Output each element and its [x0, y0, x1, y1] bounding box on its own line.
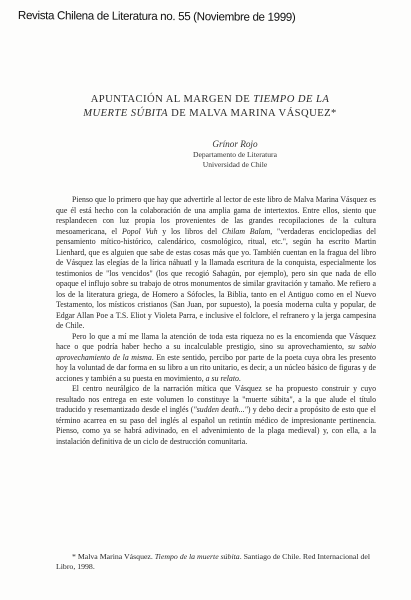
article-body: [56, 195, 376, 447]
paragraph-italic: su sabio aprovechamiento de la misma: [56, 342, 376, 362]
footnote-text: [56, 552, 374, 573]
paragraph-text: Pero lo que a mí me llama la atención de toda esta riqueza no es la encomienda que Vásquez hace o que podría haber hecho a su incalculable prestigio, sino su aprovechamiento,: [56, 331, 376, 351]
title-italic-text: TIEMPO DE LA: [253, 94, 330, 105]
footnote-publication: . Santiago de Chile. Red Internacional del Libro, 1998.: [56, 552, 371, 572]
author-name: Grínor Rojo: [212, 139, 258, 149]
author-university: Universidad de Chile: [202, 159, 268, 169]
paragraph-text: ) y debo decir a propósito de esto que el término acarrea en su paso del inglés al español un retintín médico de impresionante pertinencia. Pienso, como ya se habrá adivinado, en el advenimiento de la plaga medieval) y, con ella, a la instalación definitiva de un ciclo de destrucción comunitaria.: [56, 405, 376, 446]
paragraph-text: Pienso que lo primero que hay que advertirle al lector de este libro de Malva Marina Vásquez es que él está hecho con la colaboración de una amplia gama de intertextos. Entre ellos, siento que resplandecen con luz propia los provenientes de las grandes recopilaciones de la cultura mesoamericana, el: [56, 195, 376, 236]
footnote: [56, 552, 374, 573]
paragraph-text: y los libros del: [157, 226, 222, 236]
title-text: DE MALVA MARINA VÁSQUEZ*: [168, 107, 337, 119]
paragraph-2: [56, 332, 376, 385]
paragraph-italic: a su relato: [205, 373, 239, 383]
paragraph-text: , "verdaderas enciclopedias del pensamiento mítico-histórico, calendárico, cosmológico, ritual, etc.", según ha escrito Martin Lienhard, que es alguien que sabe de estas cosas más que yo. También cuentan en la fragua del libro de Vásquez las elegías de la lírica náhuatl y la llamada escritura de la conquista, especialmente los testimonios de "los vencidos" (los que recogió Sahagún, por ejemplo), pero sin que nada de ello opaque el influjo sobre su trabajo de otros monumentos de similar gravitación y tamaño. Me refiero a los de la literatura griega, de Homero a Sófocles, la Biblia, tanto en el Antiguo como en el Nuevo Testamento, los místicos cristianos (San Juan, por supuesto), la poesía moderna culta y popular, de Edgar Allan Poe a T.S. Eliot y Violeta Parra, e inclusive el folclore, el refranero y la jerga campesina de Chile.: [56, 226, 376, 330]
paragraph-text: El centro neurálgico de la narración mítica que Vásquez se ha propuesto construir y cuyo resultado nos entrega en este volumen lo constituye la "muerte súbita", a la que alude el título traducido y resemantizado desde el inglés (: [56, 384, 376, 414]
paragraph-3: [56, 384, 376, 447]
title-text: APUNTACIÓN AL MARGEN DE: [90, 94, 254, 105]
title-italic-text: MUERTE SÚBITA: [83, 107, 168, 119]
author-block: [160, 139, 310, 169]
journal-stamp: Revista Chilena de Literatura no. 55 (Noviembre de 1999): [17, 9, 296, 24]
footnote-marker-text: * Malva Marina Vásquez.: [72, 552, 155, 561]
footnote-book-title: Tiempo de la muerte súbita: [154, 552, 240, 561]
paragraph-italic: "sudden death...": [193, 405, 248, 414]
author-department: Departamento de Literatura: [193, 150, 277, 159]
paragraph-text: .: [238, 373, 241, 383]
paragraph-italic: Popol Vuh: [121, 226, 158, 236]
paragraph-italic: Chilam Balam: [221, 226, 271, 236]
paragraph-text: . En este sentido, percibo por parte de la poeta cuya obra les presento hoy la voluntad de dar forma en su libro a un rito unitario, es decir, a un núcleo básico de figuras y de acciones y también a su puesta en movimiento,: [56, 352, 376, 383]
article-title: [60, 93, 360, 120]
paragraph-1: [56, 195, 376, 332]
